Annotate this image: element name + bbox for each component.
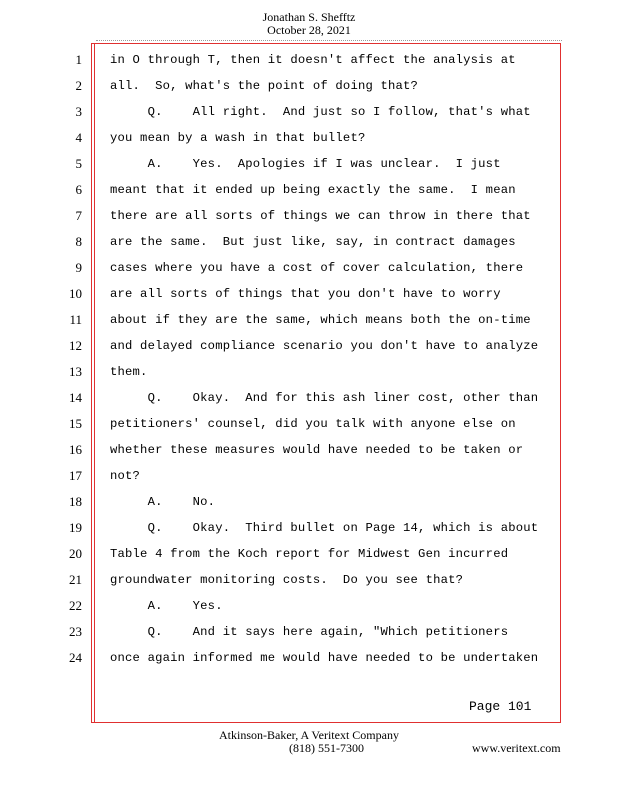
page-number: Page 101 <box>469 699 532 714</box>
transcript-line: not? <box>110 469 141 483</box>
line-number: 9 <box>75 260 82 275</box>
transcript-line: Q. Okay. Third bullet on Page 14, which is about <box>110 521 539 535</box>
line-number: 15 <box>69 416 82 431</box>
line-number: 24 <box>69 650 82 665</box>
line-number: 22 <box>69 598 82 613</box>
transcript-line: Q. All right. And just so I follow, that's what <box>110 105 531 119</box>
transcript-line: meant that it ended up being exactly the same. I mean <box>110 183 516 197</box>
line-number: 10 <box>69 286 82 301</box>
line-number: 23 <box>69 624 82 639</box>
line-number: 5 <box>75 156 82 171</box>
transcript-line: are all sorts of things that you don't have to worry <box>110 287 501 301</box>
line-number: 13 <box>69 364 82 379</box>
line-number: 1 <box>75 52 82 67</box>
line-number: 17 <box>69 468 82 483</box>
line-number: 7 <box>75 208 82 223</box>
line-number: 3 <box>75 104 82 119</box>
line-number: 21 <box>69 572 82 587</box>
transcript-line: there are all sorts of things we can throw in there that <box>110 209 531 223</box>
transcript-line: are the same. But just like, say, in contract damages <box>110 235 516 249</box>
transcript-line: whether these measures would have needed to be taken or <box>110 443 524 457</box>
deponent-name: Jonathan S. Shefftz <box>262 10 356 24</box>
line-number: 18 <box>69 494 82 509</box>
transcript-line: once again informed me would have needed to be undertaken <box>110 651 539 665</box>
transcript-line: in O through T, then it doesn't affect the analysis at <box>110 53 516 67</box>
transcript-line: all. So, what's the point of doing that? <box>110 79 419 93</box>
footer-company: Atkinson-Baker, A Veritext Company <box>219 728 399 742</box>
deposition-date: October 28, 2021 <box>267 23 351 37</box>
line-number: 19 <box>69 520 82 535</box>
transcript-line: Table 4 from the Koch report for Midwest Gen incurred <box>110 547 509 561</box>
header-divider <box>96 40 562 41</box>
transcript-line: A. Yes. <box>110 599 223 613</box>
transcript-line: A. Yes. Apologies if I was unclear. I just <box>110 157 501 171</box>
line-number: 2 <box>75 78 82 93</box>
line-number: 16 <box>69 442 82 457</box>
line-number: 12 <box>69 338 82 353</box>
footer-website[interactable]: www.veritext.com <box>472 741 561 755</box>
transcript-line: Q. Okay. And for this ash liner cost, other than <box>110 391 539 405</box>
line-number: 8 <box>75 234 82 249</box>
transcript-line: cases where you have a cost of cover calculation, there <box>110 261 524 275</box>
transcript-line: and delayed compliance scenario you don't have to analyze <box>110 339 539 353</box>
transcript-line: about if they are the same, which means both the on-time <box>110 313 531 327</box>
line-number: 14 <box>69 390 82 405</box>
transcript-line: them. <box>110 365 148 379</box>
line-number: 4 <box>75 130 82 145</box>
line-number: 6 <box>75 182 82 197</box>
transcript-line: petitioners' counsel, did you talk with anyone else on <box>110 417 516 431</box>
footer-phone: (818) 551-7300 <box>289 741 364 755</box>
transcript-line: you mean by a wash in that bullet? <box>110 131 366 145</box>
transcript-line: A. No. <box>110 495 216 509</box>
transcript-line: groundwater monitoring costs. Do you see that? <box>110 573 464 587</box>
line-number: 20 <box>69 546 82 561</box>
transcript-margin-rule <box>94 43 95 723</box>
line-number: 11 <box>69 312 82 327</box>
transcript-line: Q. And it says here again, "Which petitioners <box>110 625 509 639</box>
